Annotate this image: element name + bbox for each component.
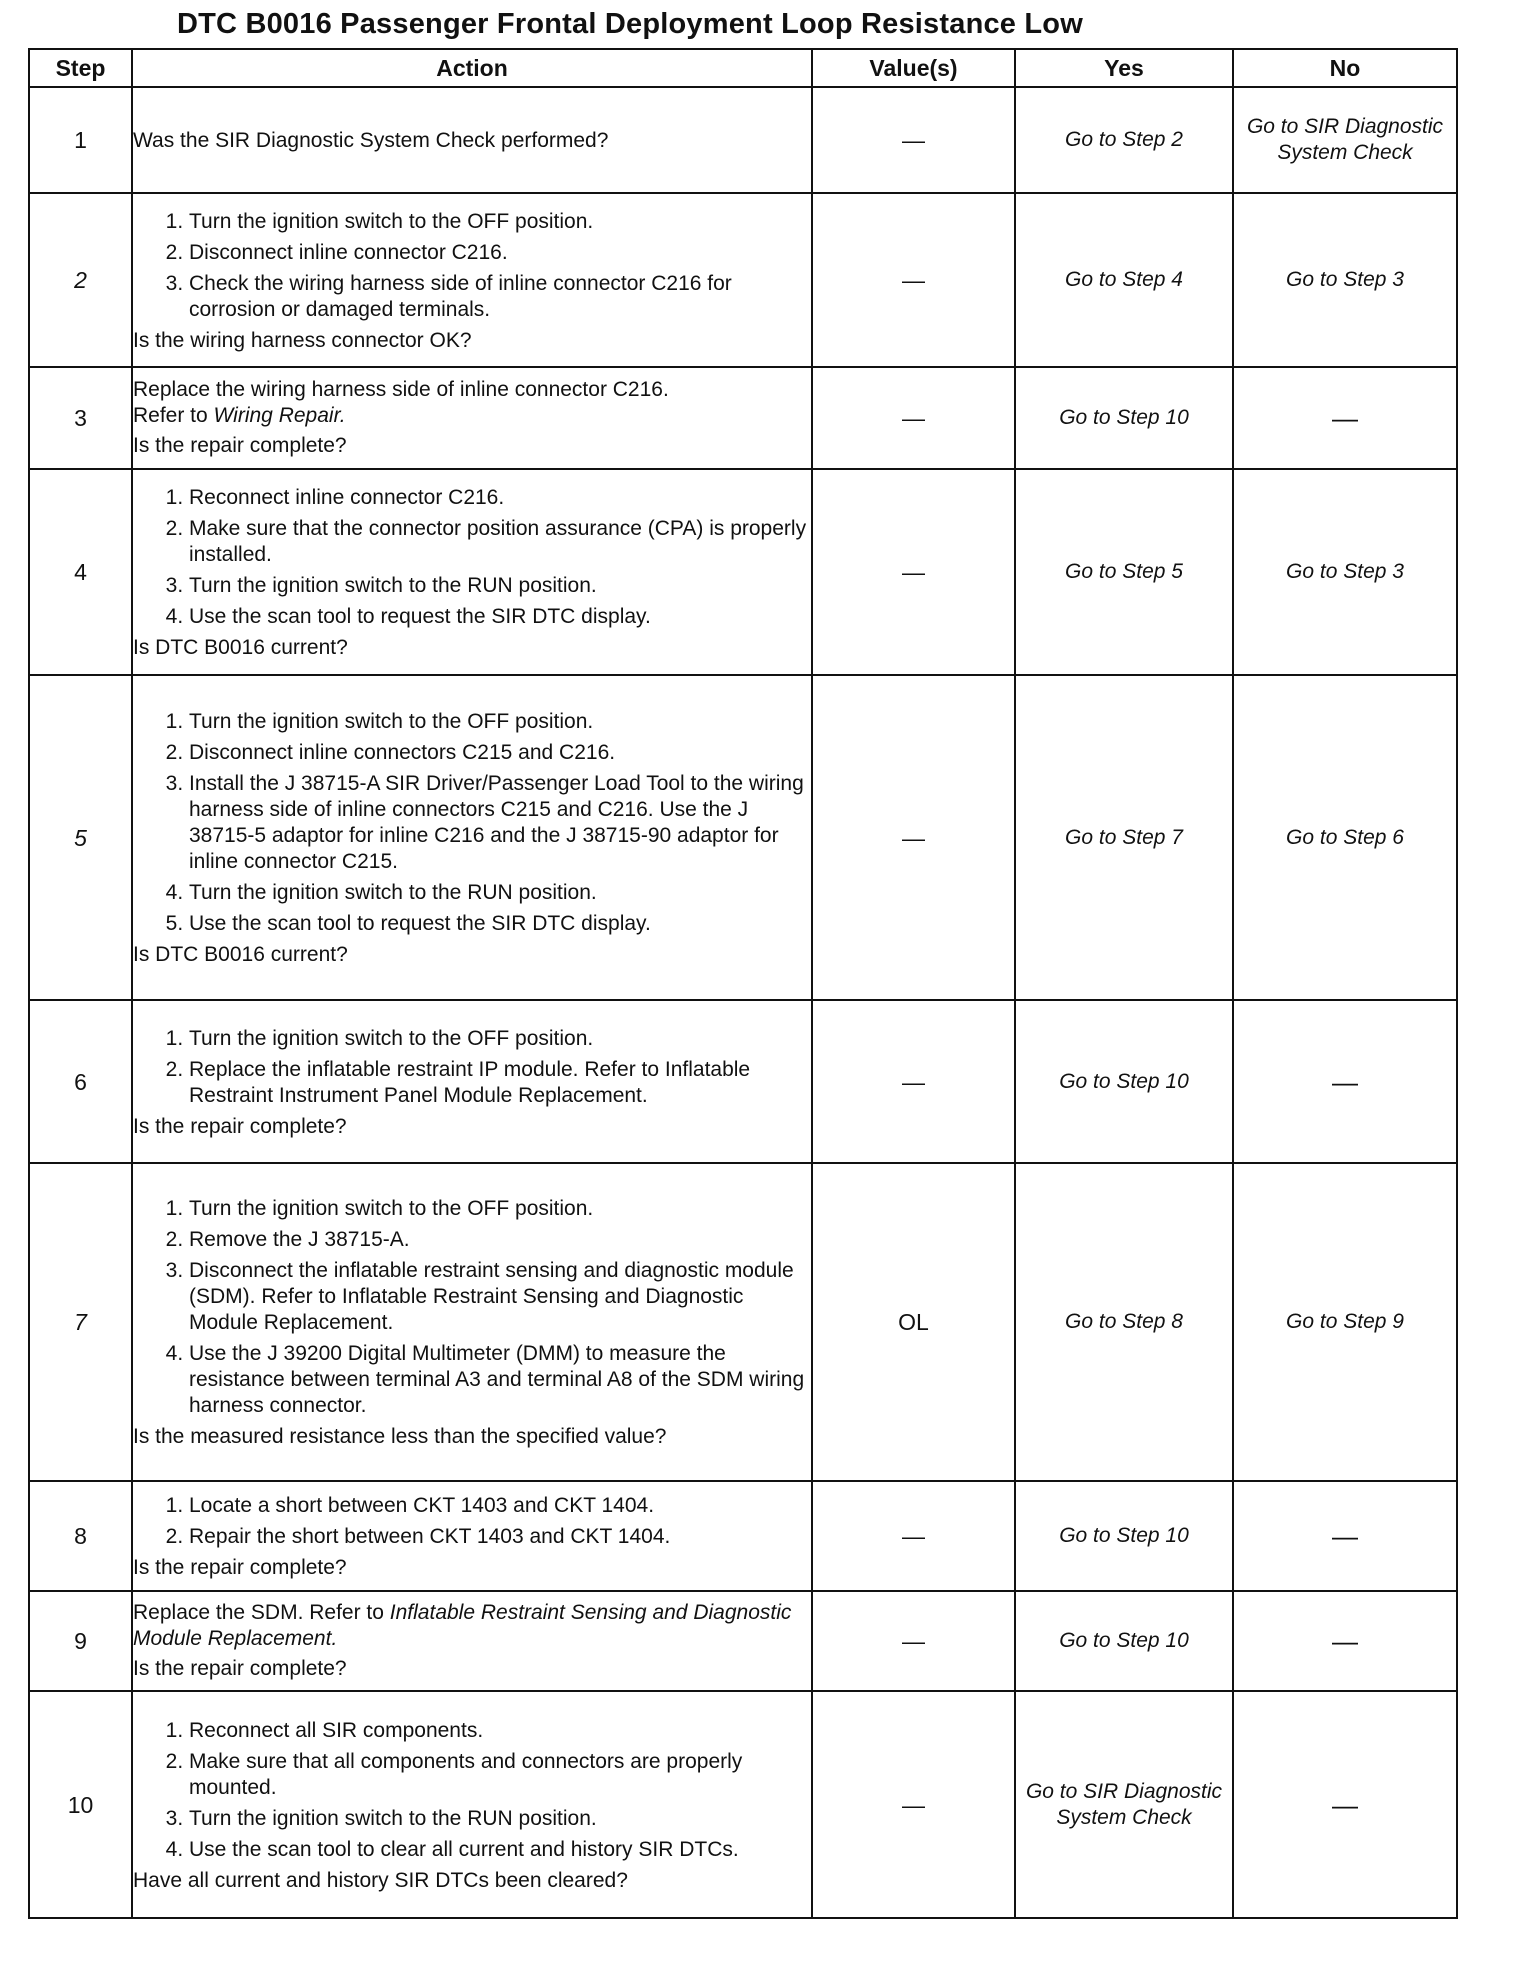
reference-link-text: Wiring Repair. (213, 404, 346, 427)
reference-link-text: Inflatable Restraint Sensing and Diagnostic Module Replacement. (133, 1601, 792, 1650)
action-item: 2. Remove the J 38715-A. (189, 1227, 811, 1253)
action-cell (132, 1591, 812, 1691)
step-number: 8 (29, 1481, 132, 1591)
action-list (133, 1026, 811, 1109)
table-row (29, 469, 1457, 675)
value-cell: — (812, 193, 1015, 367)
action-item: 4. Use the scan tool to clear all current and history SIR DTCs. (189, 1837, 811, 1863)
step-number: 4 (29, 469, 132, 675)
action-cell (132, 1163, 812, 1481)
no-cell: — (1233, 1481, 1457, 1591)
table-row (29, 367, 1457, 469)
value-cell: — (812, 675, 1015, 1000)
table-header-row (29, 49, 1457, 87)
no-cell: Go to Step 3 (1233, 469, 1457, 675)
value-cell: — (812, 367, 1015, 469)
header-no: No (1233, 49, 1457, 87)
yes-cell: Go to Step 10 (1015, 1591, 1233, 1691)
header-yes: Yes (1015, 49, 1233, 87)
action-cell (132, 367, 812, 469)
table-row (29, 87, 1457, 193)
action-item: 2. Make sure that all components and connectors are properly mounted. (189, 1749, 811, 1801)
yes-cell: Go to Step 5 (1015, 469, 1233, 675)
step-number: 2 (29, 193, 132, 367)
action-item: 2. Replace the inflatable restraint IP module. Refer to Inflatable Restraint Instrument Panel Module Replacement. (189, 1057, 811, 1109)
action-cell (132, 675, 812, 1000)
no-cell: Go to Step 6 (1233, 675, 1457, 1000)
diagnostic-table (28, 48, 1458, 1919)
action-item: 2. Repair the short between CKT 1403 and CKT 1404. (189, 1524, 811, 1550)
table-row (29, 193, 1457, 367)
action-item: 3. Check the wiring harness side of inline connector C216 for corrosion or damaged terminals. (189, 271, 811, 323)
no-cell: — (1233, 367, 1457, 469)
value-cell: — (812, 1000, 1015, 1163)
table-row (29, 1000, 1457, 1163)
action-list (133, 1196, 811, 1419)
yes-cell: Go to Step 10 (1015, 1481, 1233, 1591)
table-row (29, 1591, 1457, 1691)
value-cell: — (812, 1691, 1015, 1918)
step-question: Is the repair complete? (133, 434, 347, 457)
action-cell (132, 469, 812, 675)
action-item: 4. Use the scan tool to request the SIR DTC display. (189, 604, 811, 630)
step-question: Is DTC B0016 current? (133, 636, 348, 659)
yes-cell: Go to Step 2 (1015, 87, 1233, 193)
action-list (133, 1493, 811, 1550)
action-item: 2. Disconnect inline connector C216. (189, 240, 811, 266)
no-cell: Go to SIR Diagnostic System Check (1233, 87, 1457, 193)
action-item: 3. Turn the ignition switch to the RUN position. (189, 1806, 811, 1832)
action-item: 3. Turn the ignition switch to the RUN position. (189, 573, 811, 599)
step-question: Is the measured resistance less than the specified value? (133, 1425, 667, 1448)
action-list (133, 709, 811, 937)
yes-cell: Go to Step 8 (1015, 1163, 1233, 1481)
step-number: 9 (29, 1591, 132, 1691)
action-item: 3. Install the J 38715-A SIR Driver/Passenger Load Tool to the wiring harness side of inline connectors C215 and C216. Use the J 38715-5 adaptor for inline C216 and the J 38715-90 adaptor for inline connector C215. (189, 771, 811, 875)
no-cell: — (1233, 1591, 1457, 1691)
action-item: 1. Turn the ignition switch to the OFF position. (189, 1026, 811, 1052)
action-cell (132, 1481, 812, 1591)
step-question: Is the repair complete? (133, 1657, 347, 1680)
action-item: 5. Use the scan tool to request the SIR DTC display. (189, 911, 811, 937)
header-action: Action (132, 49, 812, 87)
action-item: 1. Reconnect inline connector C216. (189, 485, 811, 511)
yes-cell: Go to Step 10 (1015, 1000, 1233, 1163)
action-list (133, 1718, 811, 1863)
step-number: 1 (29, 87, 132, 193)
step-number: 10 (29, 1691, 132, 1918)
action-item: 1. Turn the ignition switch to the OFF position. (189, 1196, 811, 1222)
no-cell: — (1233, 1000, 1457, 1163)
step-number: 3 (29, 367, 132, 469)
action-list (133, 209, 811, 323)
action-item: 4. Turn the ignition switch to the RUN position. (189, 880, 811, 906)
no-cell: Go to Step 3 (1233, 193, 1457, 367)
table-row (29, 1163, 1457, 1481)
action-cell (132, 1691, 812, 1918)
step-question: Is the wiring harness connector OK? (133, 328, 472, 352)
yes-cell: Go to Step 4 (1015, 193, 1233, 367)
value-cell: — (812, 87, 1015, 193)
action-item: 3. Disconnect the inflatable restraint sensing and diagnostic module (SDM). Refer to Inflatable Restraint Sensing and Diagnostic Module Replacement. (189, 1258, 811, 1336)
action-item: 2. Make sure that the connector position assurance (CPA) is properly installed. (189, 516, 811, 568)
value-cell: OL (812, 1163, 1015, 1481)
action-list (133, 485, 811, 630)
yes-cell: Go to Step 7 (1015, 675, 1233, 1000)
value-cell: — (812, 1591, 1015, 1691)
header-step: Step (29, 49, 132, 87)
action-cell (132, 193, 812, 367)
action-cell (132, 87, 812, 193)
action-item: 1. Turn the ignition switch to the OFF position. (189, 709, 811, 735)
table-row (29, 1691, 1457, 1918)
action-item: 2. Disconnect inline connectors C215 and C216. (189, 740, 811, 766)
step-question: Is the repair complete? (133, 1114, 347, 1138)
table-row (29, 675, 1457, 1000)
table-row (29, 1481, 1457, 1591)
header-values: Value(s) (812, 49, 1015, 87)
page-title: DTC B0016 Passenger Frontal Deployment Loop Resistance Low (177, 8, 1083, 40)
step-question: Have all current and history SIR DTCs been cleared? (133, 1868, 628, 1892)
action-item: 1. Locate a short between CKT 1403 and CKT 1404. (189, 1493, 811, 1519)
action-cell (132, 1000, 812, 1163)
step-question: Was the SIR Diagnostic System Check performed? (133, 129, 609, 152)
action-text: Replace the SDM. Refer to (133, 1601, 384, 1624)
value-cell: — (812, 1481, 1015, 1591)
action-text: Replace the wiring harness side of inline connector C216. (133, 378, 669, 401)
step-question: Is DTC B0016 current? (133, 943, 348, 966)
step-number: 6 (29, 1000, 132, 1163)
no-cell: Go to Step 9 (1233, 1163, 1457, 1481)
action-item: 1. Reconnect all SIR components. (189, 1718, 811, 1744)
action-item: 1. Turn the ignition switch to the OFF position. (189, 209, 811, 235)
value-cell: — (812, 469, 1015, 675)
step-question: Is the repair complete? (133, 1556, 347, 1579)
step-number: 5 (29, 675, 132, 1000)
step-number: 7 (29, 1163, 132, 1481)
action-text-refer: Refer to (133, 404, 208, 427)
action-item: 4. Use the J 39200 Digital Multimeter (DMM) to measure the resistance between terminal A3 and terminal A8 of the SDM wiring harness connector. (189, 1341, 811, 1419)
yes-cell: Go to SIR Diagnostic System Check (1015, 1691, 1233, 1918)
no-cell: — (1233, 1691, 1457, 1918)
yes-cell: Go to Step 10 (1015, 367, 1233, 469)
